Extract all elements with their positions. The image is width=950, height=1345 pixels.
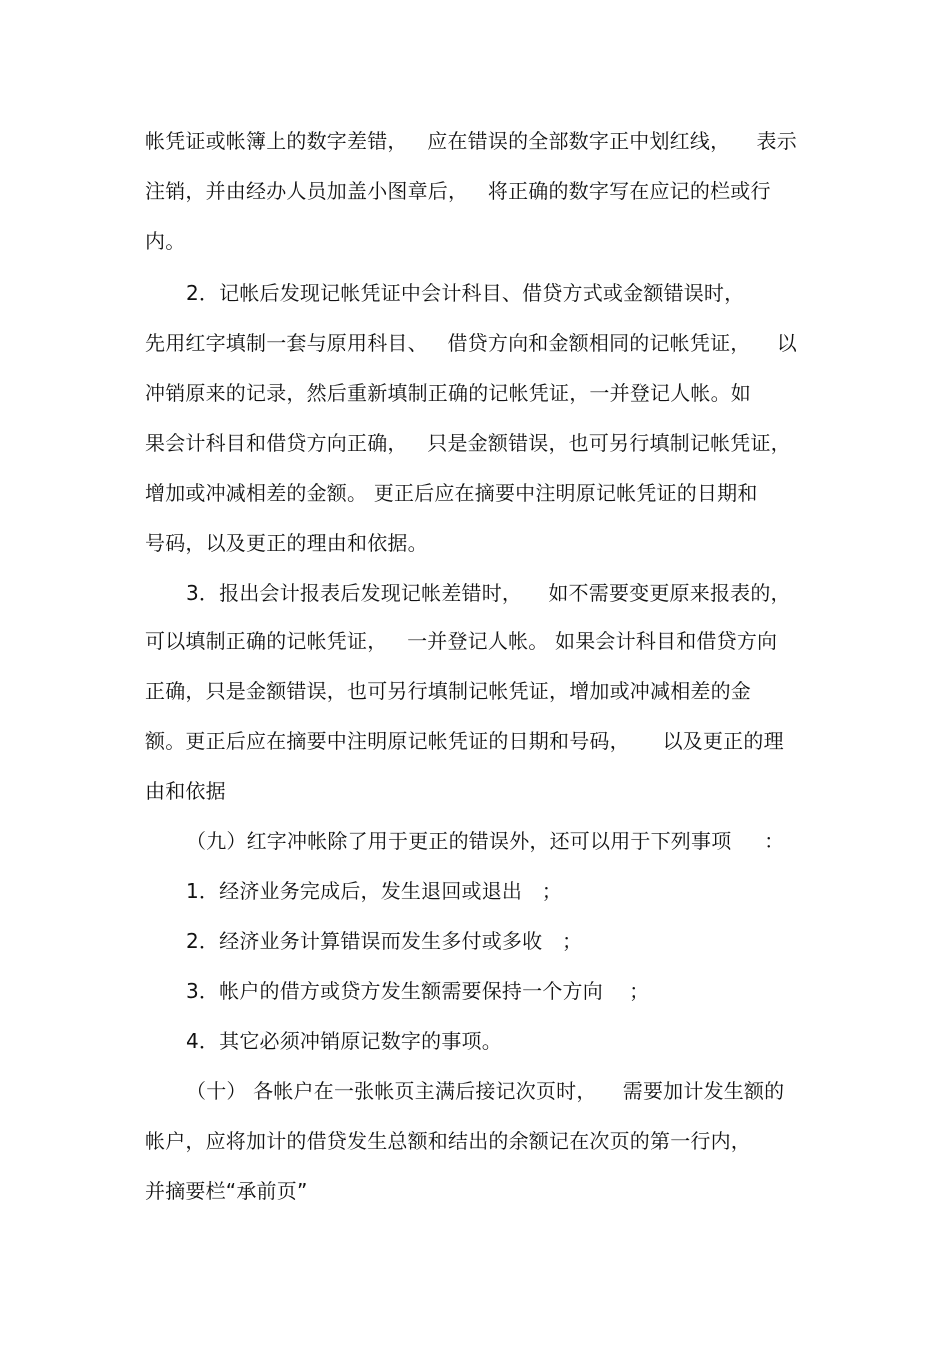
text-line-4: 2．记帐后发现记帐凭证中会计科目、借贷方式或金额错误时， [186, 281, 745, 305]
text-line-14: 由和依据 [145, 779, 226, 803]
text-line-21: 帐户，应将加计的借贷发生总额和结出的余额记在次页的第一行内， [145, 1129, 751, 1153]
text-line-18: 3．帐户的借方或贷方发生额需要保持一个方向 ； [186, 979, 650, 1003]
text-line-16: 1．经济业务完成后，发生退回或退出 ； [186, 879, 562, 903]
text-line-7: 果会计科目和借贷方向正确， 只是金额错误，也可另行填制记帐凭证， [145, 431, 791, 455]
text-line-13: 额。更正后应在摘要中注明原记帐凭证的日期和号码， 以及更正的理 [145, 729, 784, 753]
text-line-2: 注销，并由经办人员加盖小图章后， 将正确的数字写在应记的栏或行 [145, 179, 771, 203]
text-line-15: （九）红字冲帐除了用于更正的错误外，还可以用于下列事项 ： [186, 829, 785, 853]
text-line-1: 帐凭证或帐簿上的数字差错， 应在错误的全部数字正中划红线， 表示 [145, 129, 797, 153]
text-line-17: 2．经济业务计算错误而发生多付或多收 ； [186, 929, 583, 953]
text-line-9: 号码，以及更正的理由和依据。 [145, 531, 428, 555]
text-line-5: 先用红字填制一套与原用科目、 借贷方向和金额相同的记帐凭证， 以 [145, 331, 797, 355]
text-line-3: 内。 [145, 229, 186, 253]
text-line-6: 冲销原来的记录，然后重新填制正确的记帐凭证，一并登记人帐。如 [145, 381, 751, 405]
text-line-12: 正确，只是金额错误，也可另行填制记帐凭证，增加或冲减相差的金 [145, 679, 751, 703]
text-line-8: 增加或冲减相差的金额。 更正后应在摘要中注明原记帐凭证的日期和 [145, 481, 758, 505]
text-line-10: 3．报出会计报表后发现记帐差错时， 如不需要变更原来报表的， [186, 581, 791, 605]
text-line-22: 并摘要栏“承前页” [145, 1179, 308, 1203]
text-line-19: 4．其它必须冲销原记数字的事项。 [186, 1029, 502, 1053]
text-line-11: 可以填制正确的记帐凭证， 一并登记人帐。 如果会计科目和借贷方向 [145, 629, 778, 653]
text-line-20: （十） 各帐户在一张帐页主满后接记次页时， 需要加计发生额的 [186, 1079, 785, 1103]
